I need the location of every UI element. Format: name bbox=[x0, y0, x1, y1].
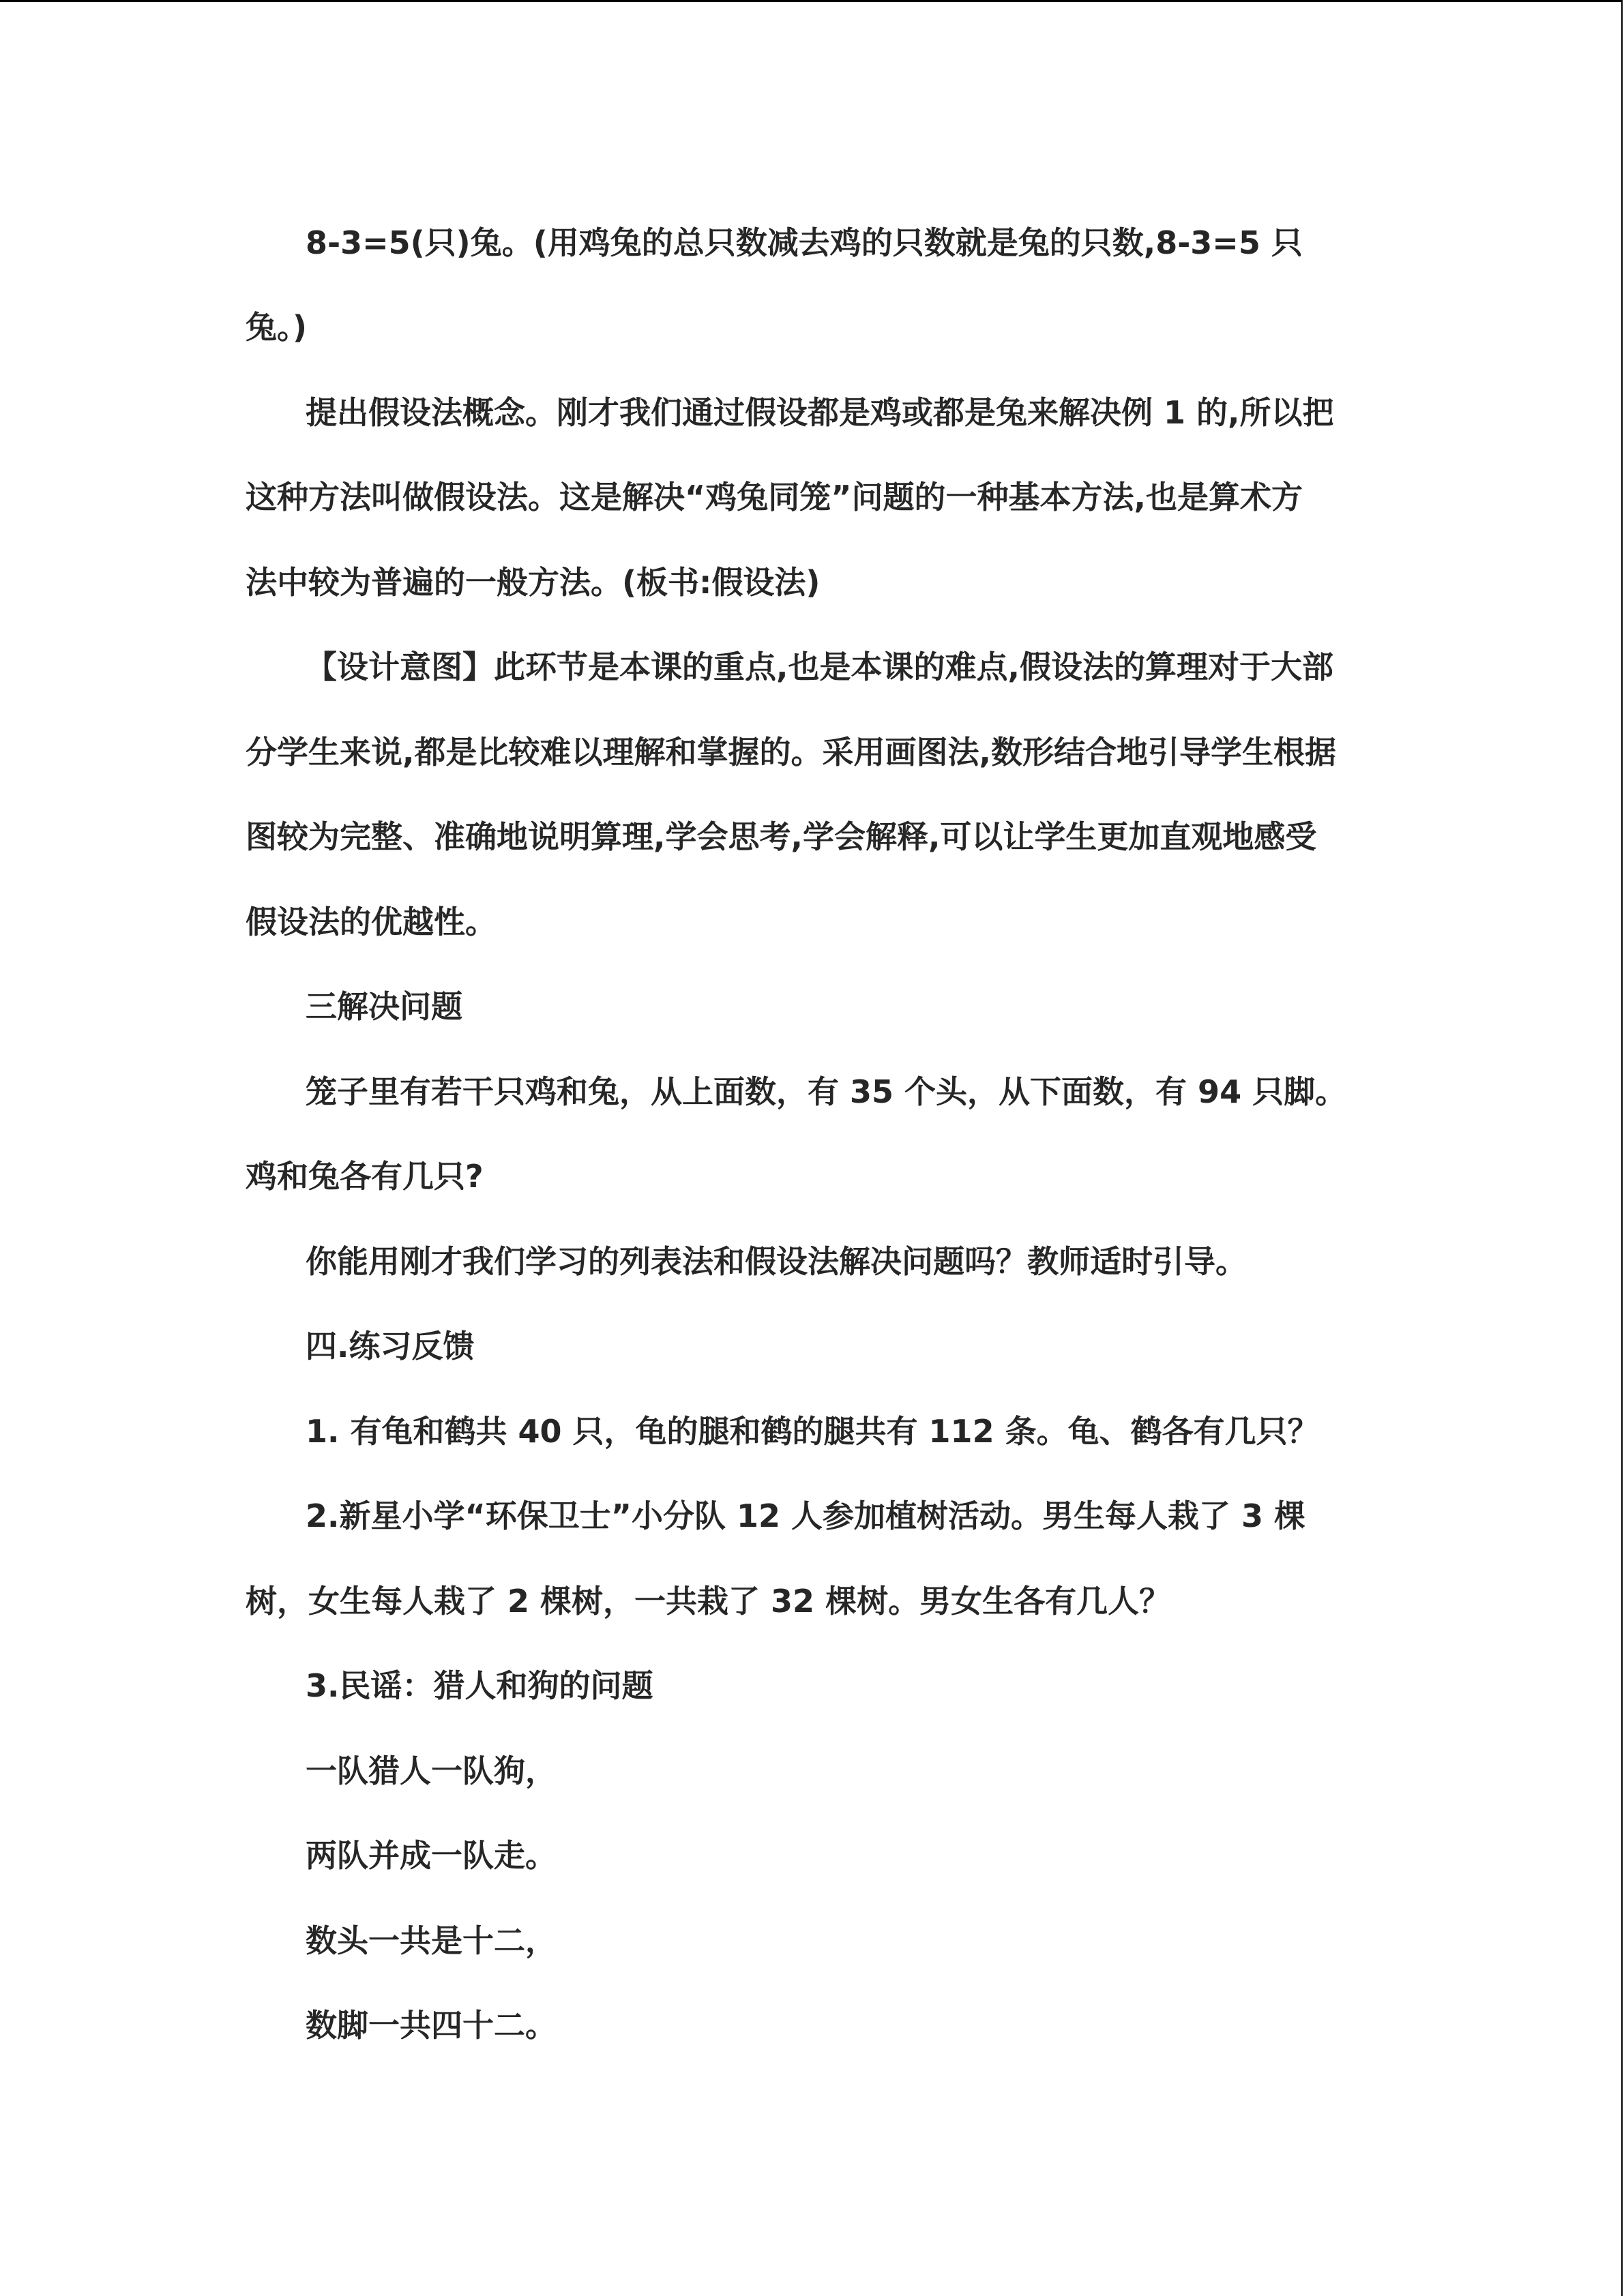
paragraph-line: 假设法的优越性。 bbox=[246, 904, 497, 940]
paragraph-line: 8-3=5(只)兔。(用鸡兔的总只数减去鸡的只数就是兔的只数,8-3=5 只 bbox=[306, 224, 1303, 261]
paragraph-line: 【设计意图】此环节是本课的重点,也是本课的难点,假设法的算理对于大部 bbox=[306, 648, 1333, 685]
paragraph-line: 分学生来说,都是比较难以理解和掌握的。采用画图法,数形结合地引导学生根据 bbox=[246, 734, 1336, 771]
section-heading: 三解决问题 bbox=[306, 988, 462, 1025]
paragraph-line: 兔。) bbox=[246, 309, 308, 346]
exercise-item: 树，女生每人栽了 2 棵树，一共栽了 32 棵树。男女生各有几人？ bbox=[246, 1583, 1171, 1620]
paragraph-line: 笼子里有若干只鸡和兔，从上面数，有 35 个头，从下面数，有 94 只脚。 bbox=[306, 1073, 1347, 1110]
verse-line: 两队并成一队走。 bbox=[306, 1837, 557, 1874]
exercise-item: 3.民谣：猎人和狗的问题 bbox=[306, 1667, 653, 1704]
paragraph-line: 这种方法叫做假设法。这是解决“鸡兔同笼”问题的一种基本方法,也是算术方 bbox=[246, 479, 1303, 516]
exercise-item: 1. 有龟和鹤共 40 只，龟的腿和鹤的腿共有 112 条。龟、鹤各有几只？ bbox=[306, 1413, 1319, 1450]
paragraph-line: 图较为完整、准确地说明算理,学会思考,学会解释,可以让学生更加直观地感受 bbox=[246, 818, 1317, 855]
paragraph-line: 你能用刚才我们学习的列表法和假设法解决问题吗？教师适时引导。 bbox=[306, 1243, 1247, 1280]
verse-line: 一队猎人一队狗， bbox=[306, 1753, 557, 1789]
verse-line: 数脚一共四十二。 bbox=[306, 2007, 557, 2044]
paragraph-line: 提出假设法概念。刚才我们通过假设都是鸡或都是兔来解决例 1 的,所以把 bbox=[306, 394, 1334, 431]
paragraph-line: 法中较为普遍的一般方法。(板书:假设法) bbox=[246, 564, 821, 601]
exercise-item: 2.新星小学“环保卫士”小分队 12 人参加植树活动。男生每人栽了 3 棵 bbox=[306, 1497, 1306, 1534]
verse-line: 数头一共是十二， bbox=[306, 1922, 557, 1959]
section-heading: 四.练习反馈 bbox=[306, 1328, 475, 1365]
paragraph-line: 鸡和兔各有几只? bbox=[246, 1158, 484, 1195]
